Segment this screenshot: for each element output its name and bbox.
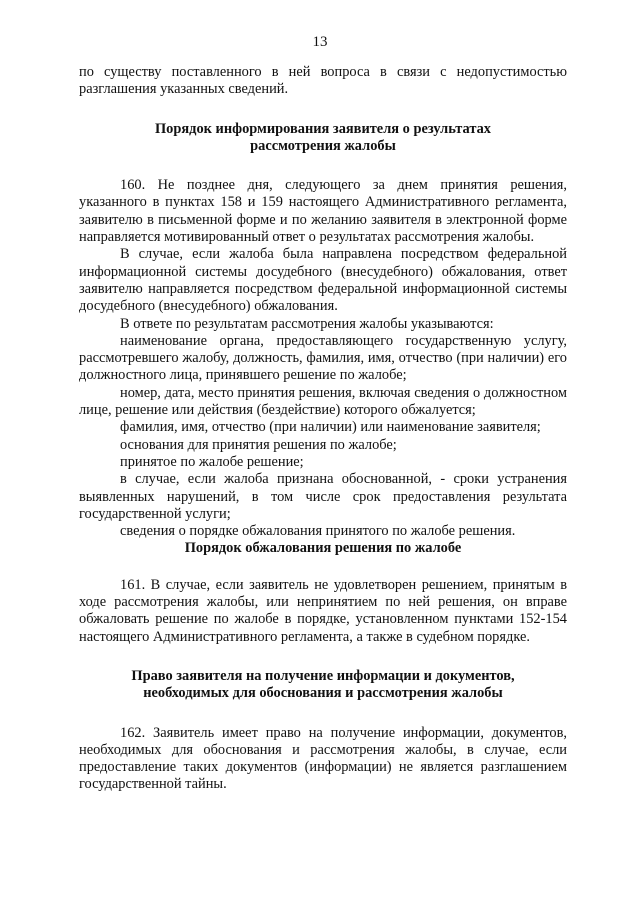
- paragraph-decision-grounds: основания для принятия решения по жалобе;: [120, 436, 397, 453]
- paragraph-federal-system: В случае, если жалоба была направлена посредством федеральной информационной системы досудебного (внесудебного) обжалования, ответ заявителю направляется посредством федеральной информационной системы досудебного (внесудебного) обжалования.: [79, 246, 567, 315]
- spacer: [79, 646, 567, 668]
- paragraph-violations-deadline: в случае, если жалоба признана обоснованной, - сроки устранения выявленных нарушений, в том числе срок предоставления результата государственной услуги;: [79, 471, 567, 522]
- paragraph-161: 161. В случае, если заявитель не удовлетворен решением, принятым в ходе рассмотрения жалобы, или непринятием по ней решения, он вправе обжаловать решение по жалобе в порядке, установленном пунктами 152-154 настоящего Административного регламента, а также в судебном порядке.: [79, 576, 567, 645]
- spacer: [79, 155, 567, 177]
- section-heading-appeal: Порядок обжалования решения по жалобе: [184, 540, 462, 557]
- document-body: [79, 64, 567, 794]
- paragraph-160: 160. Не позднее дня, следующего за днем принятия решения, указанного в пунктах 158 и 159 настоящего Административного регламента, заявителю в письменной форме и по желанию заявителя в электронной форме направляется мотивированный ответ о результатах рассмотрения жалобы.: [79, 177, 567, 246]
- paragraph-appeal-info: сведения о порядке обжалования принятого по жалобе решения.: [120, 523, 516, 540]
- section-heading-right-to-information: Право заявителя на получение информации и документов, необходимых для обоснования и рассмотрения жалобы: [131, 667, 515, 702]
- paragraph-continuation: по существу поставленного в ней вопроса в связи с недопустимостью разглашения указанных сведений.: [79, 64, 567, 98]
- paragraph-answer-contents: В ответе по результатам рассмотрения жалобы указываются:: [120, 315, 494, 332]
- paragraph-decision-taken: принятое по жалобе решение;: [120, 453, 304, 470]
- paragraph-applicant-name: фамилия, имя, отчество (при наличии) или наименование заявителя;: [120, 419, 541, 436]
- spacer: [79, 99, 567, 121]
- spacer: [79, 703, 567, 725]
- section-heading-informing: Порядок информирования заявителя о результатах рассмотрения жалобы: [154, 120, 491, 154]
- paragraph-authority-name: наименование органа, предоставляющего государственную услугу, рассмотревшего жалобу, должность, фамилия, имя, отчество (при наличии) его должностного лица, принявшего решение по жалобе;: [79, 332, 567, 384]
- spacer: [79, 558, 567, 577]
- page-number: 13: [312, 34, 328, 50]
- paragraph-162: 162. Заявитель имеет право на получение информации, документов, необходимых для обоснования и рассмотрения жалобы, в случае, если предоставление таких документов (информации) не является разглашением государственной тайны.: [79, 724, 567, 793]
- paragraph-decision-details: номер, дата, место принятия решения, включая сведения о должностном лице, решение или действия (бездействие) которого обжалуется;: [79, 384, 567, 419]
